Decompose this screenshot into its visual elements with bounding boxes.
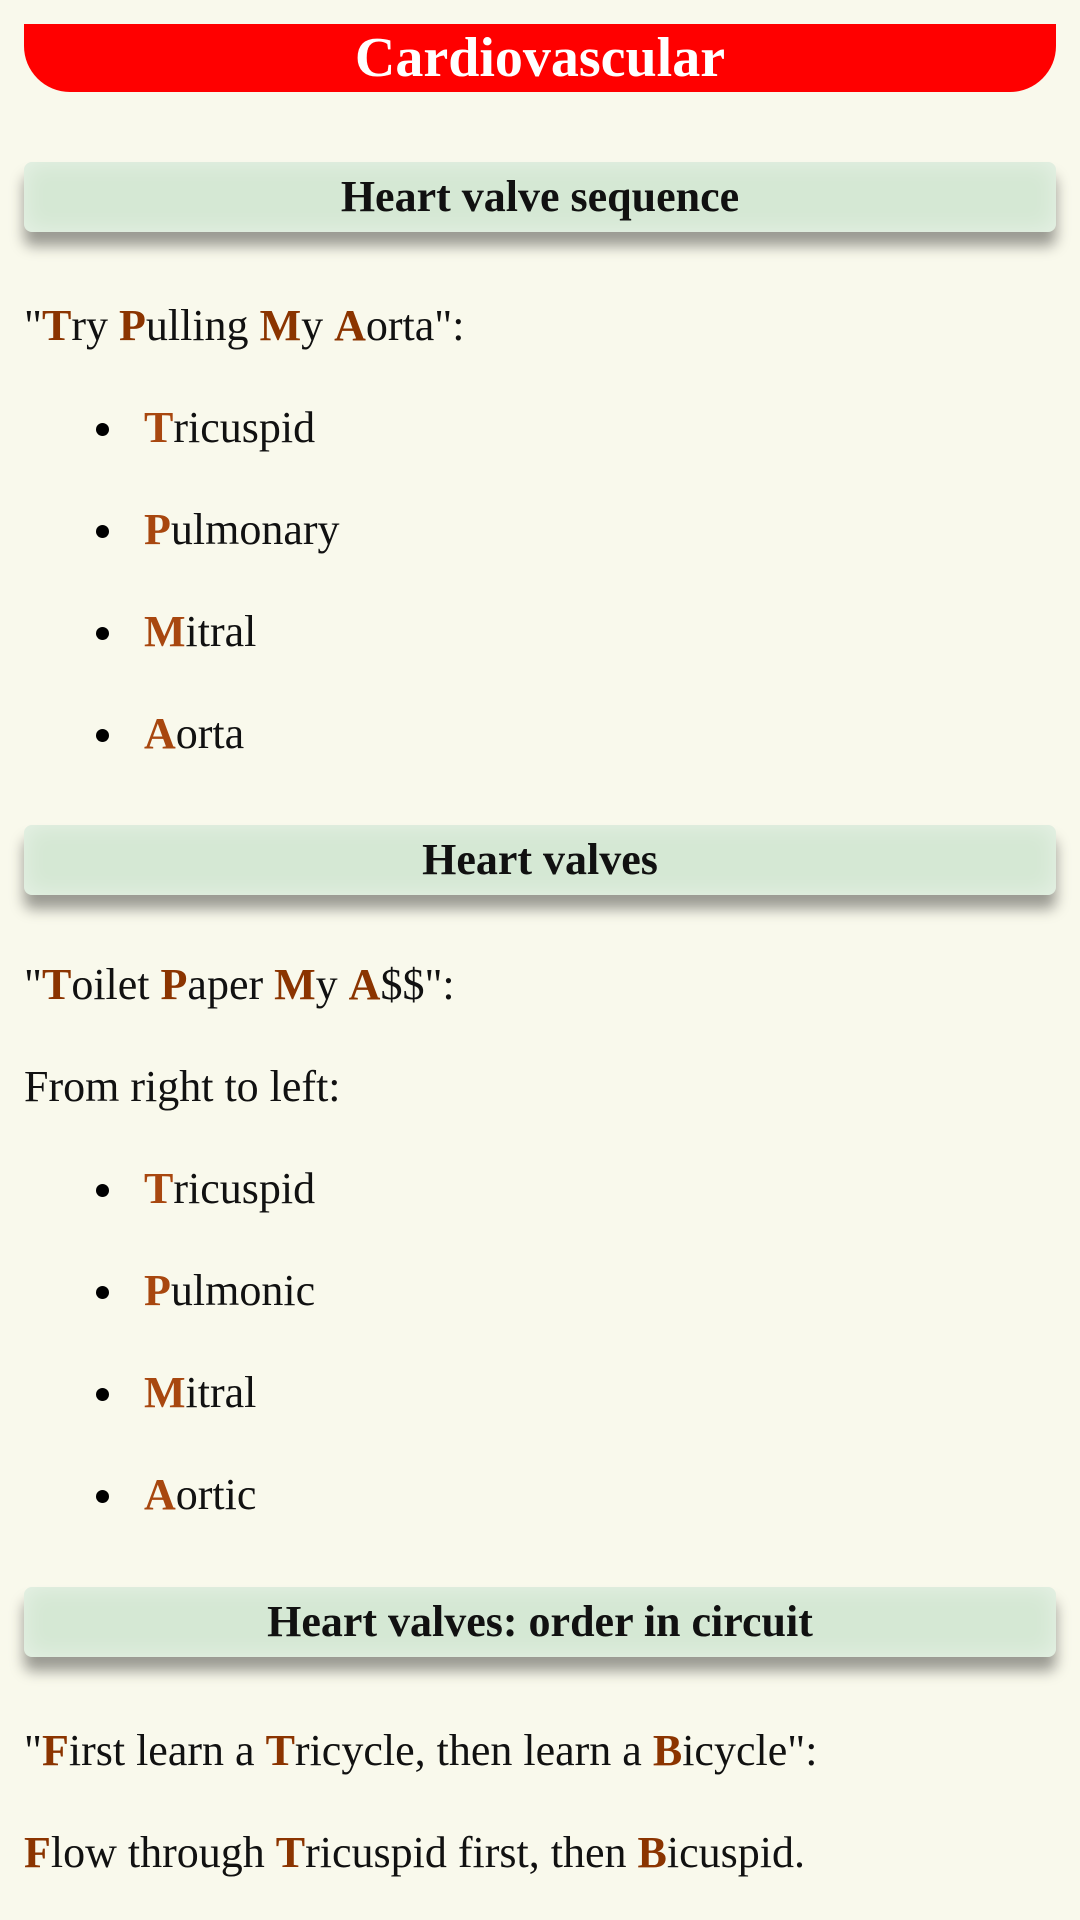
explanation-line: [24, 1825, 805, 1881]
bullet-icon: [96, 1184, 109, 1197]
mnemonic-letter: A: [334, 301, 366, 350]
explanation-word: ricuspid first, then: [305, 1828, 638, 1877]
mnemonic-letter: B: [652, 1726, 683, 1775]
item-initial: T: [144, 403, 174, 452]
mnemonic-line: [24, 298, 464, 354]
mnemonic-word: $$":: [380, 960, 455, 1009]
direction-note: From right to left:: [24, 1062, 341, 1111]
section-header-heart-valve-sequence: Heart valve sequence: [24, 162, 1056, 232]
mnemonic-letter: T: [265, 1726, 295, 1775]
open-quote: ": [24, 960, 42, 1009]
item-rest: ulmonary: [170, 505, 340, 554]
section-header-order-in-circuit: Heart valves: order in circuit: [24, 1587, 1056, 1657]
mnemonic-word: aper: [187, 960, 275, 1009]
mnemonic-word: oilet: [71, 960, 161, 1009]
mnemonic-word: icycle":: [682, 1726, 818, 1775]
mnemonic-letter: F: [24, 1828, 51, 1877]
item-rest: itral: [185, 607, 257, 656]
item-rest: ricuspid: [173, 403, 316, 452]
mnemonic-letter: M: [274, 960, 316, 1009]
mnemonic-letter: A: [348, 960, 381, 1009]
mnemonic-word: ulling: [145, 301, 260, 350]
item-initial: A: [144, 1470, 176, 1519]
mnemonic-word: orta":: [365, 301, 465, 350]
mnemonic-word: ricycle, then learn a: [294, 1726, 653, 1775]
mnemonic-letter: P: [160, 960, 188, 1009]
bullet-icon: [96, 525, 109, 538]
open-quote: ": [24, 301, 42, 350]
open-quote: ": [24, 1726, 42, 1775]
item-initial: A: [144, 709, 176, 758]
mnemonic-letter: B: [637, 1828, 667, 1877]
mnemonic-word: y: [315, 960, 349, 1009]
mnemonic-word: ry: [71, 301, 119, 350]
bullet-icon: [96, 1388, 109, 1401]
item-rest: ulmonic: [170, 1266, 316, 1315]
explanation-word: icuspid.: [666, 1828, 805, 1877]
explanation-word: low through: [50, 1828, 276, 1877]
mnemonic-line: [24, 957, 455, 1013]
mnemonic-letter: F: [41, 1726, 69, 1775]
bullet-icon: [96, 1286, 109, 1299]
item-initial: P: [144, 1266, 171, 1315]
item-rest: itral: [185, 1368, 257, 1417]
item-rest: ricuspid: [173, 1164, 316, 1213]
bullet-icon: [96, 729, 109, 742]
mnemonic-line: [24, 1723, 817, 1779]
mnemonic-word: y: [301, 301, 335, 350]
section-header-heart-valves: Heart valves: [24, 825, 1056, 895]
mnemonic-letter: T: [41, 960, 72, 1009]
item-rest: ortic: [175, 1470, 257, 1519]
mnemonic-letter: P: [118, 301, 146, 350]
bullet-icon: [96, 1490, 109, 1503]
mnemonic-word: irst learn a: [68, 1726, 266, 1775]
mnemonic-letter: M: [259, 301, 302, 350]
item-initial: M: [144, 607, 186, 656]
item-initial: M: [144, 1368, 186, 1417]
item-rest: orta: [175, 709, 245, 758]
page-title: Cardiovascular: [24, 24, 1056, 92]
item-initial: P: [144, 505, 171, 554]
mnemonic-letter: T: [275, 1828, 306, 1877]
bullet-icon: [96, 423, 109, 436]
bullet-icon: [96, 627, 109, 640]
item-initial: T: [144, 1164, 174, 1213]
mnemonic-letter: T: [41, 301, 72, 350]
